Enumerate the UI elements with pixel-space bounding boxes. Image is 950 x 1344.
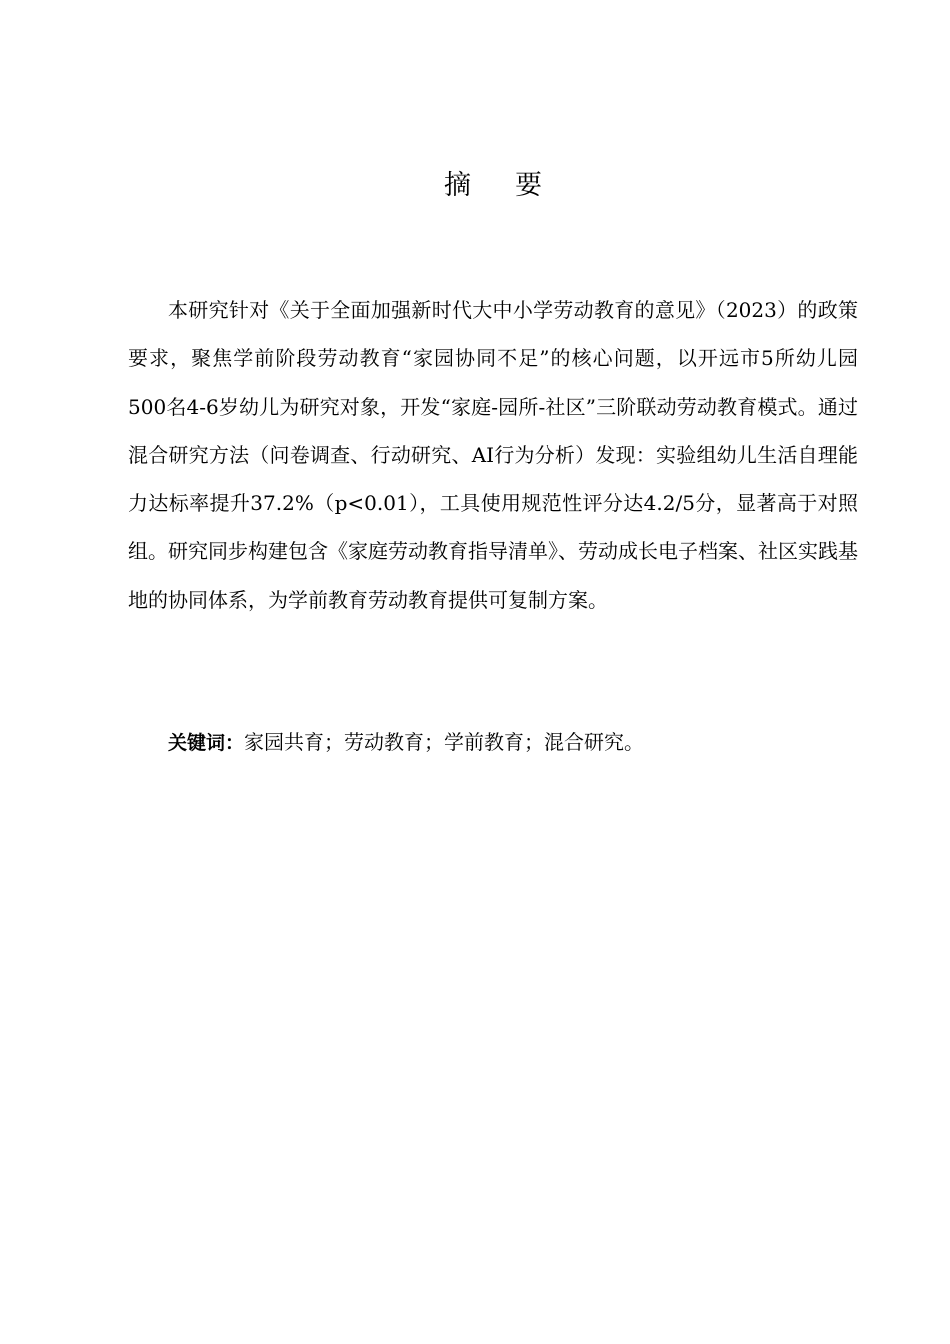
page-title (0, 166, 950, 206)
title-char-2: 要 (515, 170, 542, 201)
keywords-text: 家园共育；劳动教育；学前教育；混合研究。 (244, 730, 645, 754)
title-char-1: 摘 (444, 170, 471, 201)
abstract-paragraph: 本研究针对《关于全面加强新时代大中小学劳动教育的意见》（2023）的政策要求，聚焦学前阶段劳动教育“家园协同不足”的核心问题，以开远市5所幼儿园500名4-6岁幼儿为研究对象，开发“家庭-园所-社区”三阶联动劳动教育模式。通过混合研究方法（问卷调查、行动研究、AI行为分析）发现：实验组幼儿生活自理能力达标率提升37.2%（p<0.01），工具使用规范性评分达4.2/5分，显著高于对照组。研究同步构建包含《家庭劳动教育指导清单》、劳动成长电子档案、社区实践基地的协同体系，为学前教育劳动教育提供可复制方案。 (128, 298, 858, 612)
keywords-label: 关键词： (168, 732, 245, 754)
keywords-line (168, 722, 858, 763)
